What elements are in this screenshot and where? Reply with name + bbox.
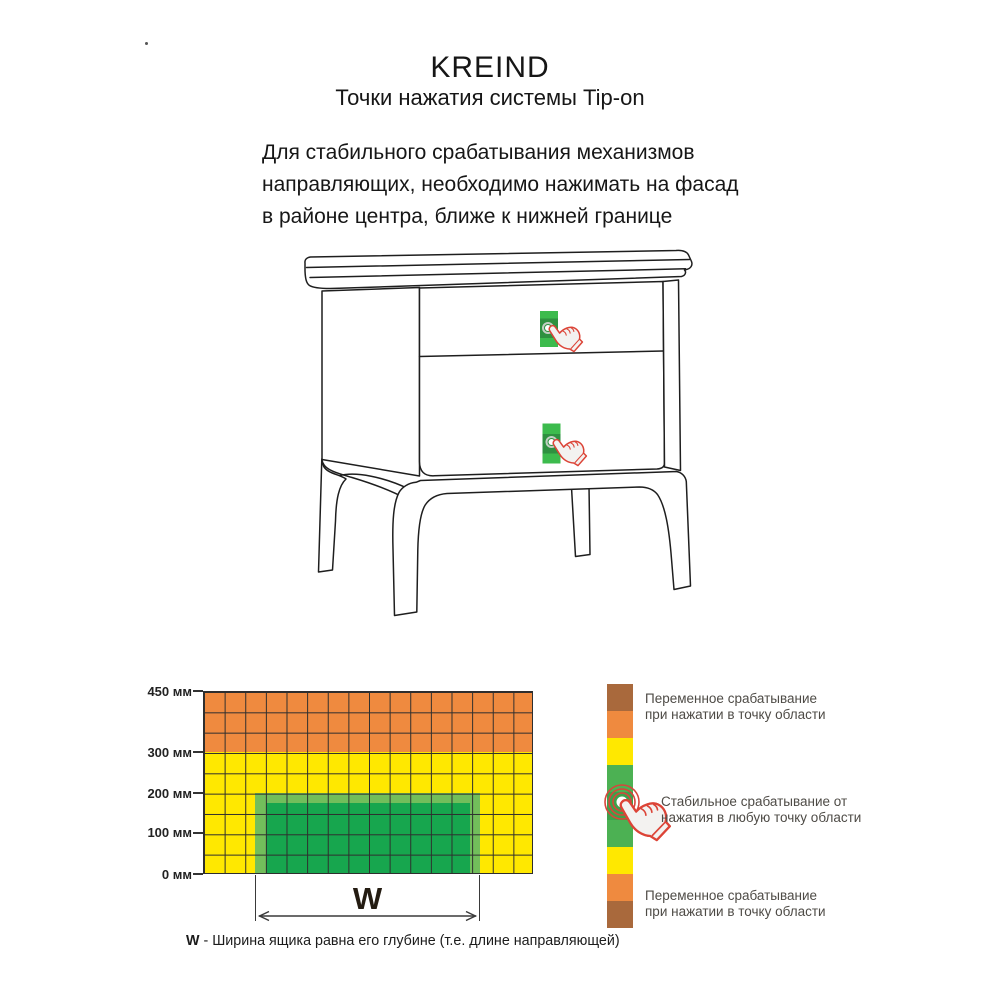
axis-label-200: 200 мм bbox=[147, 786, 192, 801]
legend-item-line: Стабильное срабатывание от bbox=[661, 794, 848, 809]
axis-label-0: 0 мм bbox=[161, 867, 192, 882]
description-line: в районе центра, ближе к нижней границе bbox=[262, 205, 673, 228]
grid-caption bbox=[186, 933, 620, 949]
legend-item-line: Переменное срабатывание bbox=[645, 691, 818, 706]
pressure-grid bbox=[203, 691, 533, 874]
legend-item-stable bbox=[661, 794, 861, 825]
legend-item-variable-bottom bbox=[645, 888, 826, 919]
description-paragraph bbox=[262, 137, 739, 233]
axis-tick bbox=[193, 873, 203, 875]
legend-item-variable-top bbox=[645, 691, 826, 722]
legend-segment bbox=[607, 874, 633, 901]
cabinet-side-panel bbox=[322, 288, 420, 477]
brand-title: KREIND bbox=[430, 51, 550, 84]
caption-w: W bbox=[186, 933, 200, 949]
stray-dot bbox=[145, 42, 148, 45]
cabinet-front-face bbox=[420, 282, 665, 476]
axis-label-100: 100 мм bbox=[147, 825, 192, 840]
legend-segment bbox=[607, 684, 633, 711]
axis-tick bbox=[193, 751, 203, 753]
legend-segment bbox=[607, 738, 633, 765]
description-line: Для стабильного срабатывания механизмов bbox=[262, 141, 695, 164]
axis-label-450: 450 мм bbox=[147, 684, 192, 699]
legend-segment bbox=[607, 711, 633, 738]
axis-label-300: 300 мм bbox=[147, 745, 192, 760]
legend-segment bbox=[607, 901, 633, 928]
description-line: направляющих, необходимо нажимать на фасад bbox=[262, 173, 739, 196]
axis-tick bbox=[193, 690, 203, 692]
axis-tick bbox=[193, 832, 203, 834]
cabinet-base-legs bbox=[319, 459, 691, 616]
width-label: W bbox=[352, 881, 383, 916]
legend-item-line: при нажатии в точку области bbox=[645, 706, 826, 722]
legend-item-line: при нажатии в точку области bbox=[645, 903, 826, 919]
axis-tick bbox=[193, 792, 203, 794]
caption-text: - Ширина ящика равна его глубине (т.е. длине направляющей) bbox=[199, 933, 620, 949]
cabinet-right-post bbox=[663, 280, 681, 471]
legend-item-line: Переменное срабатывание bbox=[645, 888, 818, 903]
page-subtitle: Точки нажатия системы Tip-on bbox=[335, 85, 645, 110]
cabinet-drawing bbox=[225, 242, 710, 630]
grid-lines bbox=[203, 691, 533, 874]
legend-item-line: нажатия в любую точку области bbox=[661, 809, 862, 825]
